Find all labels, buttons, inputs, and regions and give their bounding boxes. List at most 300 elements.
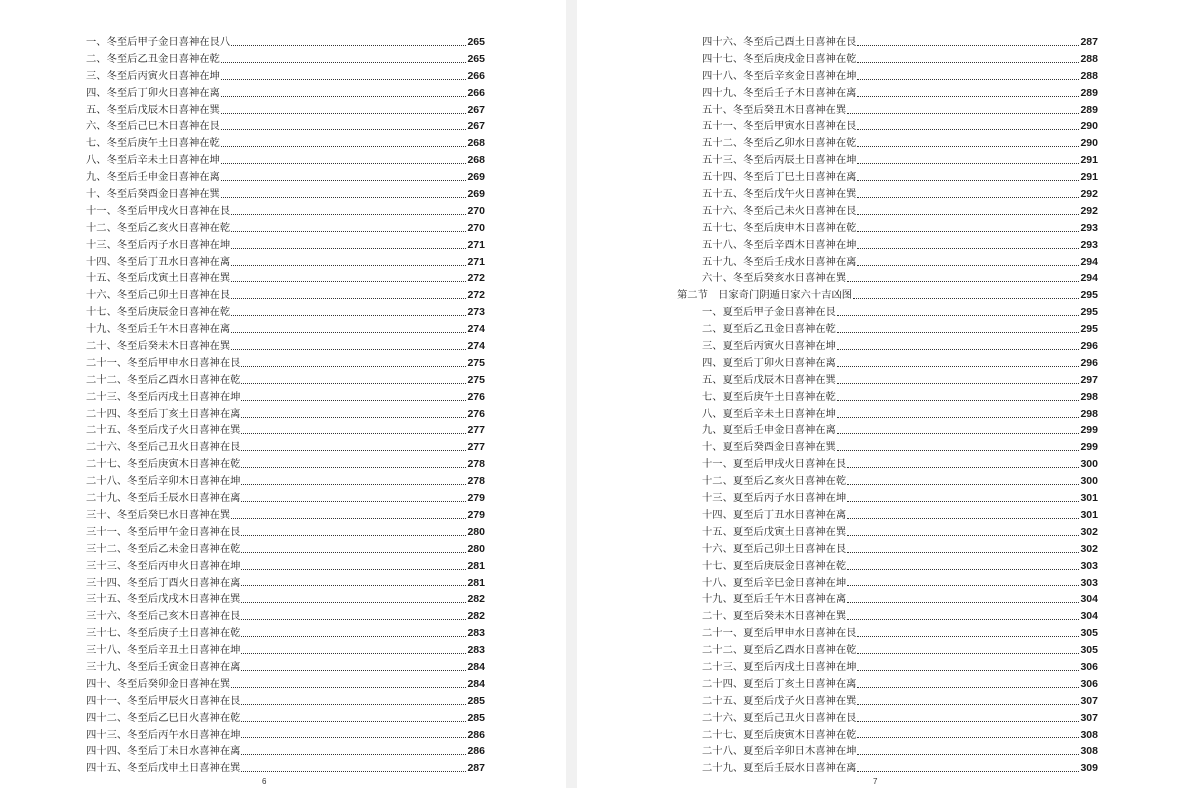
toc-entry-title: 四十二、冬至后乙巳日火喜神在乾: [86, 711, 241, 724]
toc-entry[interactable]: [86, 541, 485, 558]
toc-entry[interactable]: [86, 355, 485, 372]
toc-entry[interactable]: [677, 625, 1098, 642]
toc-entry-page: 269: [467, 171, 485, 184]
dot-leader: [241, 544, 466, 553]
toc-entry-page: 295: [1080, 289, 1098, 302]
dot-leader: [847, 594, 1079, 603]
dot-leader: [241, 561, 466, 570]
toc-entry-page: 279: [467, 492, 485, 505]
toc-entry-title: 三十九、冬至后壬寅金日喜神在离: [86, 660, 241, 673]
toc-entry-title: 五十四、冬至后丁巳土日喜神在离: [702, 171, 857, 184]
toc-entry[interactable]: [677, 473, 1098, 490]
toc-entry-title: 二十五、冬至后戊子火日喜神在巽: [86, 424, 241, 437]
toc-entry-title: 二十五、夏至后戊子火日喜神在巽: [702, 694, 857, 707]
toc-entry[interactable]: [86, 456, 485, 473]
toc-entry-title: 五十二、冬至后乙卯水日喜神在乾: [702, 137, 857, 150]
toc-entry-title: 四十四、冬至后丁未日水喜神在离: [86, 745, 241, 758]
toc-entry[interactable]: [86, 406, 485, 423]
dot-leader: [241, 527, 466, 536]
toc-entry-page: 272: [467, 289, 485, 302]
toc-entry[interactable]: [677, 135, 1098, 152]
toc-entry[interactable]: [677, 507, 1098, 524]
toc-entry-title: 八、冬至后辛未土日喜神在坤: [86, 154, 220, 167]
toc-entry-page: 303: [1080, 576, 1098, 589]
toc-entry-title: 四十九、冬至后壬子木日喜神在离: [702, 86, 857, 99]
toc-entry-page: 287: [467, 762, 485, 775]
toc-entry-title: 十二、冬至后乙亥火日喜神在乾: [86, 221, 231, 234]
toc-entry[interactable]: [86, 338, 485, 355]
toc-entry-title: 五十八、冬至后辛酉木日喜神在坤: [702, 238, 857, 251]
toc-entry-page: 307: [1080, 711, 1098, 724]
toc-entry-page: 304: [1080, 593, 1098, 606]
toc-entry-title: 三、夏至后丙寅火日喜神在坤: [702, 340, 836, 353]
toc-entry[interactable]: [86, 524, 485, 541]
dot-leader: [857, 240, 1079, 249]
toc-entry-page: 289: [1080, 103, 1098, 116]
toc-entry-page: 286: [467, 728, 485, 741]
toc-entry[interactable]: [86, 270, 485, 287]
toc-entry[interactable]: [86, 710, 485, 727]
dot-leader: [857, 88, 1079, 97]
toc-entry-title: 四、夏至后丁卯火日喜神在离: [702, 356, 836, 369]
toc-entry[interactable]: [86, 591, 485, 608]
toc-entry-title: 七、夏至后庚午土日喜神在乾: [702, 390, 836, 403]
toc-entry-page: 293: [1080, 221, 1098, 234]
toc-entry-title: 四十七、冬至后庚戌金日喜神在乾: [702, 52, 857, 65]
dot-leader: [847, 493, 1079, 502]
dot-leader: [837, 358, 1080, 367]
dot-leader: [857, 172, 1079, 181]
toc-entry[interactable]: [86, 287, 485, 304]
toc-entry[interactable]: [677, 169, 1098, 186]
toc-entry-page: 288: [1080, 69, 1098, 82]
toc-entry-page: 302: [1080, 525, 1098, 538]
dot-leader: [231, 324, 466, 333]
dot-leader: [221, 105, 467, 114]
toc-entry-page: 277: [467, 441, 485, 454]
toc-entry[interactable]: [86, 727, 485, 744]
toc-entry-page: 306: [1080, 677, 1098, 690]
toc-entry[interactable]: [86, 85, 485, 102]
toc-entry-title: 二十八、夏至后辛卯日木喜神在坤: [702, 745, 857, 758]
toc-entry-title: 十一、冬至后甲戌火日喜神在艮: [86, 204, 231, 217]
toc-entry[interactable]: [677, 304, 1098, 321]
toc-entry-title: 第二节 日家奇门阴遁日家六十吉凶图: [677, 289, 853, 302]
toc-entry-page: 281: [467, 559, 485, 572]
toc-entry[interactable]: [677, 710, 1098, 727]
dot-leader: [241, 628, 466, 637]
toc-entry-page: 297: [1080, 373, 1098, 386]
toc-entry[interactable]: [677, 270, 1098, 287]
dot-leader: [857, 696, 1079, 705]
toc-entry-title: 二十九、冬至后壬辰水日喜神在离: [86, 492, 241, 505]
toc-entry[interactable]: [86, 676, 485, 693]
toc-entry-title: 五、夏至后戊辰木日喜神在巽: [702, 373, 836, 386]
toc-entry-title: 二十七、夏至后庚寅木日喜神在乾: [702, 728, 857, 741]
toc-entry-page: 299: [1080, 424, 1098, 437]
dot-leader: [857, 257, 1079, 266]
dot-leader: [241, 493, 466, 502]
dot-leader: [857, 121, 1079, 130]
toc-entry[interactable]: [86, 743, 485, 760]
dot-leader: [231, 341, 466, 350]
toc-entry[interactable]: [677, 439, 1098, 456]
dot-leader: [221, 189, 467, 198]
toc-entry-page: 301: [1080, 492, 1098, 505]
toc-entry[interactable]: [677, 85, 1098, 102]
toc-entry[interactable]: [677, 693, 1098, 710]
toc-entry[interactable]: [677, 743, 1098, 760]
dot-leader: [241, 358, 466, 367]
toc-entry-title: 四、冬至后丁卯火日喜神在离: [86, 86, 220, 99]
toc-entry-title: 五十、冬至后癸丑木日喜神在巽: [702, 103, 847, 116]
toc-entry-page: 271: [467, 255, 485, 268]
toc-entry[interactable]: [677, 321, 1098, 338]
toc-entry-title: 二十四、夏至后丁亥土日喜神在离: [702, 677, 857, 690]
toc-entry-page: 268: [467, 154, 485, 167]
toc-entry[interactable]: [677, 575, 1098, 592]
dot-leader: [241, 763, 466, 772]
toc-entry[interactable]: [86, 237, 485, 254]
toc-entry[interactable]: [86, 659, 485, 676]
toc-entry-title: 五十三、冬至后丙辰土日喜神在坤: [702, 154, 857, 167]
dot-leader: [221, 172, 467, 181]
toc-entry-title: 二十八、冬至后辛卯木日喜神在坤: [86, 475, 241, 488]
dot-leader: [241, 425, 466, 434]
toc-entry[interactable]: [677, 608, 1098, 625]
toc-list-right: [677, 34, 1098, 777]
dot-leader: [241, 696, 466, 705]
toc-entry-page: 279: [467, 508, 485, 521]
dot-leader: [857, 645, 1079, 654]
toc-section-heading[interactable]: [677, 287, 1098, 304]
toc-entry[interactable]: [677, 51, 1098, 68]
toc-entry[interactable]: [677, 254, 1098, 271]
toc-entry[interactable]: [86, 693, 485, 710]
toc-entry-title: 十九、夏至后壬午木日喜神在离: [702, 593, 847, 606]
toc-entry-title: 二十二、夏至后乙酉水日喜神在乾: [702, 644, 857, 657]
toc-list-left: [86, 34, 485, 777]
toc-entry-title: 三十四、冬至后丁酉火日喜神在离: [86, 576, 241, 589]
toc-entry[interactable]: [86, 135, 485, 152]
toc-entry-title: 三十七、冬至后庚子土日喜神在乾: [86, 627, 241, 640]
toc-entry-page: 282: [467, 610, 485, 623]
toc-entry[interactable]: [86, 169, 485, 186]
toc-entry[interactable]: [86, 51, 485, 68]
toc-entry-title: 十四、夏至后丁丑水日喜神在离: [702, 508, 847, 521]
toc-entry[interactable]: [677, 220, 1098, 237]
toc-entry-page: 276: [467, 390, 485, 403]
dot-leader: [857, 746, 1079, 755]
toc-entry-page: 283: [467, 644, 485, 657]
dot-leader: [857, 679, 1079, 688]
toc-entry-title: 三十、冬至后癸巳水日喜神在巽: [86, 508, 231, 521]
dot-leader: [847, 105, 1079, 114]
toc-entry[interactable]: [677, 422, 1098, 439]
toc-entry[interactable]: [86, 372, 485, 389]
toc-entry[interactable]: [86, 321, 485, 338]
toc-entry-title: 三、冬至后丙寅火日喜神在坤: [86, 69, 220, 82]
toc-entry-title: 十六、冬至后己卯土日喜神在艮: [86, 289, 231, 302]
dot-leader: [857, 628, 1079, 637]
toc-entry[interactable]: [677, 34, 1098, 51]
toc-entry-page: 301: [1080, 508, 1098, 521]
toc-entry[interactable]: [677, 338, 1098, 355]
dot-leader: [241, 476, 466, 485]
toc-entry-page: 274: [467, 340, 485, 353]
toc-entry-title: 五十七、冬至后庚申木日喜神在乾: [702, 221, 857, 234]
dot-leader: [857, 206, 1079, 215]
toc-entry-page: 270: [467, 204, 485, 217]
toc-entry[interactable]: [86, 34, 485, 51]
toc-entry-title: 三十一、冬至后甲午金日喜神在艮: [86, 525, 241, 538]
dot-leader: [837, 409, 1080, 418]
dot-leader: [857, 763, 1079, 772]
toc-entry-page: 308: [1080, 745, 1098, 758]
dot-leader: [241, 442, 466, 451]
toc-entry-title: 四十、冬至后癸卯金日喜神在巽: [86, 677, 231, 690]
toc-entry[interactable]: [86, 68, 485, 85]
toc-entry[interactable]: [86, 118, 485, 135]
toc-entry[interactable]: [677, 676, 1098, 693]
toc-entry[interactable]: [677, 524, 1098, 541]
toc-entry[interactable]: [86, 203, 485, 220]
toc-entry-title: 五十一、冬至后甲寅水日喜神在艮: [702, 120, 857, 133]
toc-entry[interactable]: [86, 760, 485, 777]
toc-entry-title: 五十五、冬至后戊午火日喜神在巽: [702, 188, 857, 201]
toc-entry-page: 293: [1080, 238, 1098, 251]
toc-entry-page: 285: [467, 694, 485, 707]
dot-leader: [847, 561, 1079, 570]
dot-leader: [241, 729, 466, 738]
toc-entry-page: 304: [1080, 610, 1098, 623]
toc-entry[interactable]: [86, 304, 485, 321]
toc-entry-page: 275: [467, 356, 485, 369]
toc-entry-page: 292: [1080, 204, 1098, 217]
toc-entry[interactable]: [677, 456, 1098, 473]
toc-entry-page: 302: [1080, 542, 1098, 555]
toc-entry-title: 十六、夏至后己卯土日喜神在艮: [702, 542, 847, 555]
toc-entry-title: 五十九、冬至后壬戌水日喜神在离: [702, 255, 857, 268]
toc-entry-page: 266: [467, 69, 485, 82]
toc-entry-title: 七、冬至后庚午土日喜神在乾: [86, 137, 220, 150]
toc-entry-title: 二十、夏至后癸未木日喜神在巽: [702, 610, 847, 623]
toc-entry-title: 二十一、冬至后甲申水日喜神在艮: [86, 356, 241, 369]
toc-entry-title: 一、夏至后甲子金日喜神在艮: [702, 306, 836, 319]
toc-entry-page: 269: [467, 188, 485, 201]
dot-leader: [847, 611, 1079, 620]
toc-entry-page: 286: [467, 745, 485, 758]
toc-entry-page: 277: [467, 424, 485, 437]
dot-leader: [231, 206, 466, 215]
toc-entry-page: 276: [467, 407, 485, 420]
dot-leader: [847, 510, 1079, 519]
dot-leader: [837, 341, 1080, 350]
toc-entry[interactable]: [86, 642, 485, 659]
right-page: [577, 0, 1177, 788]
page-number-right: 7: [873, 777, 878, 786]
toc-entry-title: 二十九、夏至后壬辰水日喜神在离: [702, 762, 857, 775]
toc-entry-page: 280: [467, 542, 485, 555]
toc-entry[interactable]: [677, 406, 1098, 423]
toc-entry-title: 六十、冬至后癸亥水日喜神在巽: [702, 272, 847, 285]
toc-entry-title: 十五、冬至后戊寅土日喜神在巽: [86, 272, 231, 285]
toc-entry[interactable]: [86, 422, 485, 439]
toc-entry-page: 285: [467, 711, 485, 724]
toc-entry-title: 十二、夏至后乙亥火日喜神在乾: [702, 475, 847, 488]
toc-entry-title: 四十八、冬至后辛亥金日喜神在坤: [702, 69, 857, 82]
toc-entry-title: 四十六、冬至后己酉土日喜神在艮: [702, 36, 857, 48]
toc-entry-title: 二、冬至后乙丑金日喜神在乾: [86, 52, 220, 65]
dot-leader: [857, 223, 1079, 232]
toc-entry[interactable]: [86, 186, 485, 203]
toc-entry[interactable]: [677, 152, 1098, 169]
toc-entry-page: 284: [467, 660, 485, 673]
toc-entry[interactable]: [677, 389, 1098, 406]
toc-entry[interactable]: [86, 439, 485, 456]
toc-entry-page: 298: [1080, 407, 1098, 420]
dot-leader: [837, 324, 1080, 333]
toc-entry[interactable]: [86, 102, 485, 119]
toc-entry-page: 295: [1080, 306, 1098, 319]
toc-entry-page: 278: [467, 475, 485, 488]
dot-leader: [231, 307, 466, 316]
dot-leader: [847, 527, 1079, 536]
toc-entry-page: 291: [1080, 154, 1098, 167]
dot-leader: [241, 392, 466, 401]
toc-entry[interactable]: [86, 490, 485, 507]
dot-leader: [837, 375, 1080, 384]
toc-entry-title: 九、冬至后壬申金日喜神在离: [86, 171, 220, 184]
dot-leader: [857, 155, 1079, 164]
toc-entry[interactable]: [677, 355, 1098, 372]
toc-entry-title: 六、冬至后己巳木日喜神在艮: [86, 120, 220, 133]
toc-entry-page: 271: [467, 238, 485, 251]
toc-entry[interactable]: [86, 389, 485, 406]
toc-entry[interactable]: [677, 591, 1098, 608]
toc-entry-page: 299: [1080, 441, 1098, 454]
toc-entry-page: 289: [1080, 86, 1098, 99]
toc-entry[interactable]: [677, 760, 1098, 777]
left-page: [0, 0, 566, 788]
toc-entry-page: 306: [1080, 660, 1098, 673]
toc-entry-title: 二十七、冬至后庚寅木日喜神在乾: [86, 458, 241, 471]
toc-entry[interactable]: [86, 625, 485, 642]
toc-entry[interactable]: [677, 372, 1098, 389]
toc-entry-title: 九、夏至后壬申金日喜神在离: [702, 424, 836, 437]
toc-entry-page: 309: [1080, 762, 1098, 775]
toc-entry-title: 三十六、冬至后己亥木日喜神在艮: [86, 610, 241, 623]
toc-entry[interactable]: [677, 490, 1098, 507]
dot-leader: [847, 577, 1079, 586]
toc-entry[interactable]: [86, 254, 485, 271]
toc-entry[interactable]: [677, 118, 1098, 135]
toc-entry-title: 十三、冬至后丙子水日喜神在坤: [86, 238, 231, 251]
toc-entry-page: 267: [467, 103, 485, 116]
dot-leader: [857, 189, 1079, 198]
toc-entry[interactable]: [677, 237, 1098, 254]
dot-leader: [847, 476, 1079, 485]
dot-leader: [231, 510, 466, 519]
toc-entry-page: 283: [467, 627, 485, 640]
toc-entry[interactable]: [677, 186, 1098, 203]
toc-entry-title: 三十八、冬至后辛丑土日喜神在坤: [86, 644, 241, 657]
toc-entry[interactable]: [86, 152, 485, 169]
toc-entry-page: 272: [467, 272, 485, 285]
dot-leader: [231, 37, 466, 46]
toc-entry[interactable]: [677, 541, 1098, 558]
toc-entry-page: 305: [1080, 644, 1098, 657]
dot-leader: [221, 71, 467, 80]
toc-entry[interactable]: [677, 68, 1098, 85]
toc-entry-title: 十、冬至后癸酉金日喜神在巽: [86, 188, 220, 201]
toc-entry[interactable]: [677, 558, 1098, 575]
toc-entry-page: 282: [467, 593, 485, 606]
dot-leader: [231, 273, 466, 282]
toc-entry[interactable]: [86, 507, 485, 524]
toc-entry[interactable]: [677, 727, 1098, 744]
toc-entry-title: 四十一、冬至后甲辰火日喜神在艮: [86, 694, 241, 707]
toc-entry[interactable]: [86, 575, 485, 592]
toc-entry-page: 305: [1080, 627, 1098, 640]
toc-entry-title: 二十一、夏至后甲申水日喜神在艮: [702, 627, 857, 640]
toc-entry-page: 292: [1080, 188, 1098, 201]
page-gutter: [566, 0, 577, 788]
toc-entry-title: 八、夏至后辛未土日喜神在坤: [702, 407, 836, 420]
toc-entry-title: 四十五、冬至后戊申土日喜神在巽: [86, 762, 241, 775]
dot-leader: [241, 645, 466, 654]
toc-entry-title: 十、夏至后癸酉金日喜神在巽: [702, 441, 836, 454]
dot-leader: [857, 138, 1079, 147]
dot-leader: [857, 37, 1079, 46]
toc-entry-title: 三十五、冬至后戊戌木日喜神在巽: [86, 593, 241, 606]
toc-entry-page: 294: [1080, 255, 1098, 268]
toc-entry[interactable]: [86, 473, 485, 490]
toc-entry[interactable]: [677, 659, 1098, 676]
dot-leader: [853, 290, 1079, 299]
dot-leader: [847, 459, 1079, 468]
toc-entry-page: 300: [1080, 458, 1098, 471]
toc-entry[interactable]: [86, 608, 485, 625]
toc-entry-page: 290: [1080, 120, 1098, 133]
toc-entry-title: 二十四、冬至后丁亥土日喜神在离: [86, 407, 241, 420]
toc-entry-page: 274: [467, 323, 485, 336]
dot-leader: [221, 54, 467, 63]
dot-leader: [221, 155, 467, 164]
dot-leader: [241, 577, 466, 586]
toc-entry-title: 五、冬至后戊辰木日喜神在巽: [86, 103, 220, 116]
toc-entry[interactable]: [677, 102, 1098, 119]
toc-entry-title: 十七、夏至后庚辰金日喜神在乾: [702, 559, 847, 572]
toc-entry-page: 281: [467, 576, 485, 589]
toc-entry-title: 十四、冬至后丁丑水日喜神在离: [86, 255, 231, 268]
toc-entry-title: 二十、冬至后癸未木日喜神在巽: [86, 340, 231, 353]
toc-entry[interactable]: [86, 220, 485, 237]
toc-entry-page: 290: [1080, 137, 1098, 150]
toc-entry-page: 284: [467, 677, 485, 690]
toc-entry[interactable]: [677, 203, 1098, 220]
toc-entry-page: 296: [1080, 356, 1098, 369]
toc-entry-page: 288: [1080, 52, 1098, 65]
toc-entry-page: 296: [1080, 340, 1098, 353]
dot-leader: [837, 425, 1080, 434]
toc-entry-page: 280: [467, 525, 485, 538]
toc-entry[interactable]: [677, 642, 1098, 659]
dot-leader: [847, 273, 1079, 282]
dot-leader: [857, 71, 1079, 80]
page-number-left: 6: [262, 777, 267, 786]
toc-entry[interactable]: [86, 558, 485, 575]
